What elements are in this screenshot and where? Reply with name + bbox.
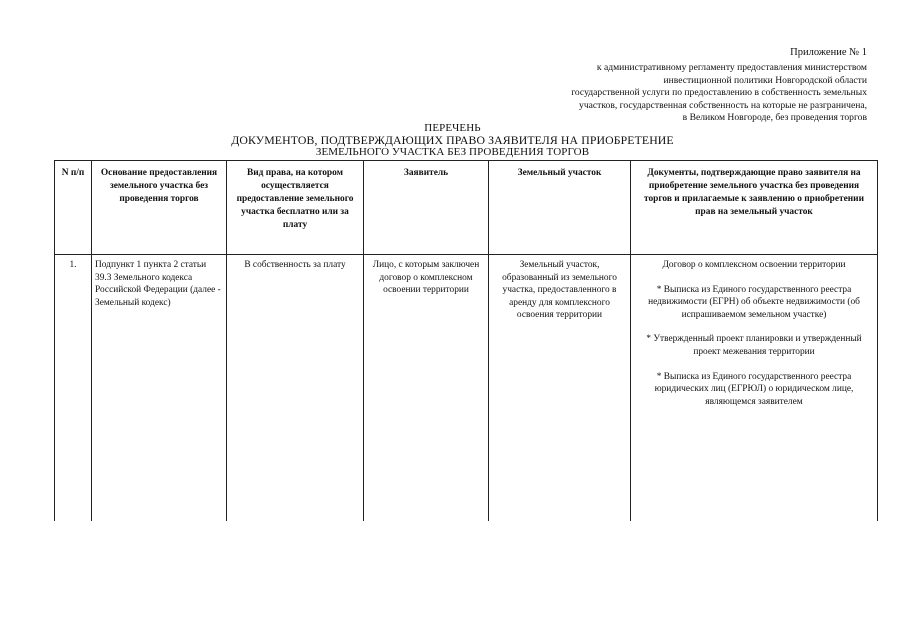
document-item: * Выписка из Единого государственного реестра недвижимости (ЕГРН) об объекте недвижимости (об испрашиваемом земельном участке) bbox=[648, 284, 860, 320]
appendix-line: государственной услуги по предоставлению в собственность земельных bbox=[571, 87, 867, 99]
appendix-line: участков, государственная собственность на которые не разграничена, bbox=[579, 99, 867, 111]
row-basis: Подпункт 1 пункта 2 статьи 39.3 Земельного кодекса Российской Федерации (далее - Земельный кодекс) bbox=[92, 255, 227, 522]
row-documents bbox=[631, 255, 878, 522]
header-right-type: Вид права, на котором осуществляется предоставление земельного участка бесплатно или за плату bbox=[227, 161, 364, 255]
appendix-line: в Великом Новгороде, без проведения торгов bbox=[682, 112, 867, 124]
header-documents: Документы, подтверждающие право заявителя на приобретение земельного участка без проведения торгов и прилагаемые к заявлению о приобретении прав на земельный участок bbox=[631, 161, 878, 255]
document-heading bbox=[0, 122, 905, 158]
heading-line-2: ДОКУМЕНТОВ, ПОДТВЕРЖДАЮЩИХ ПРАВО ЗАЯВИТЕЛЯ НА ПРИОБРЕТЕНИЕ bbox=[231, 133, 674, 147]
row-applicant: Лицо, с которым заключен договор о комплексном освоении территории bbox=[364, 255, 489, 522]
heading-line-1: ПЕРЕЧЕНЬ bbox=[424, 122, 481, 134]
documents-table bbox=[54, 160, 878, 521]
row-land-plot: Земельный участок, образованный из земельного участка, предоставленного в аренду для комплексного освоения территории bbox=[489, 255, 631, 522]
row-number: 1. bbox=[55, 255, 92, 522]
heading-line-3: ЗЕМЕЛЬНОГО УЧАСТКА БЕЗ ПРОВЕДЕНИЯ ТОРГОВ bbox=[315, 146, 590, 158]
document-item: Договор о комплексном освоении территории bbox=[662, 260, 846, 270]
header-basis: Основание предоставления земельного участка без проведения торгов bbox=[92, 161, 227, 255]
row-right-type: В собственность за плату bbox=[227, 255, 364, 522]
document-item: * Выписка из Единого государственного реестра юридических лиц (ЕГРЮЛ) о юридическом лице, являющемся заявителем bbox=[654, 371, 854, 407]
appendix-title: Приложение № 1 bbox=[790, 47, 867, 58]
header-applicant: Заявитель bbox=[364, 161, 489, 255]
appendix-line: инвестиционной политики Новгородской области bbox=[663, 74, 867, 86]
table-header-row bbox=[55, 161, 878, 255]
appendix-line: к административному регламенту предоставления министерством bbox=[596, 62, 867, 74]
appendix-block bbox=[487, 47, 867, 124]
header-land-plot: Земельный участок bbox=[489, 161, 631, 255]
document-item: * Утвержденный проект планировки и утвержденный проект межевания территории bbox=[646, 334, 862, 357]
header-number: N п/п bbox=[55, 161, 92, 255]
table-row bbox=[55, 255, 878, 522]
